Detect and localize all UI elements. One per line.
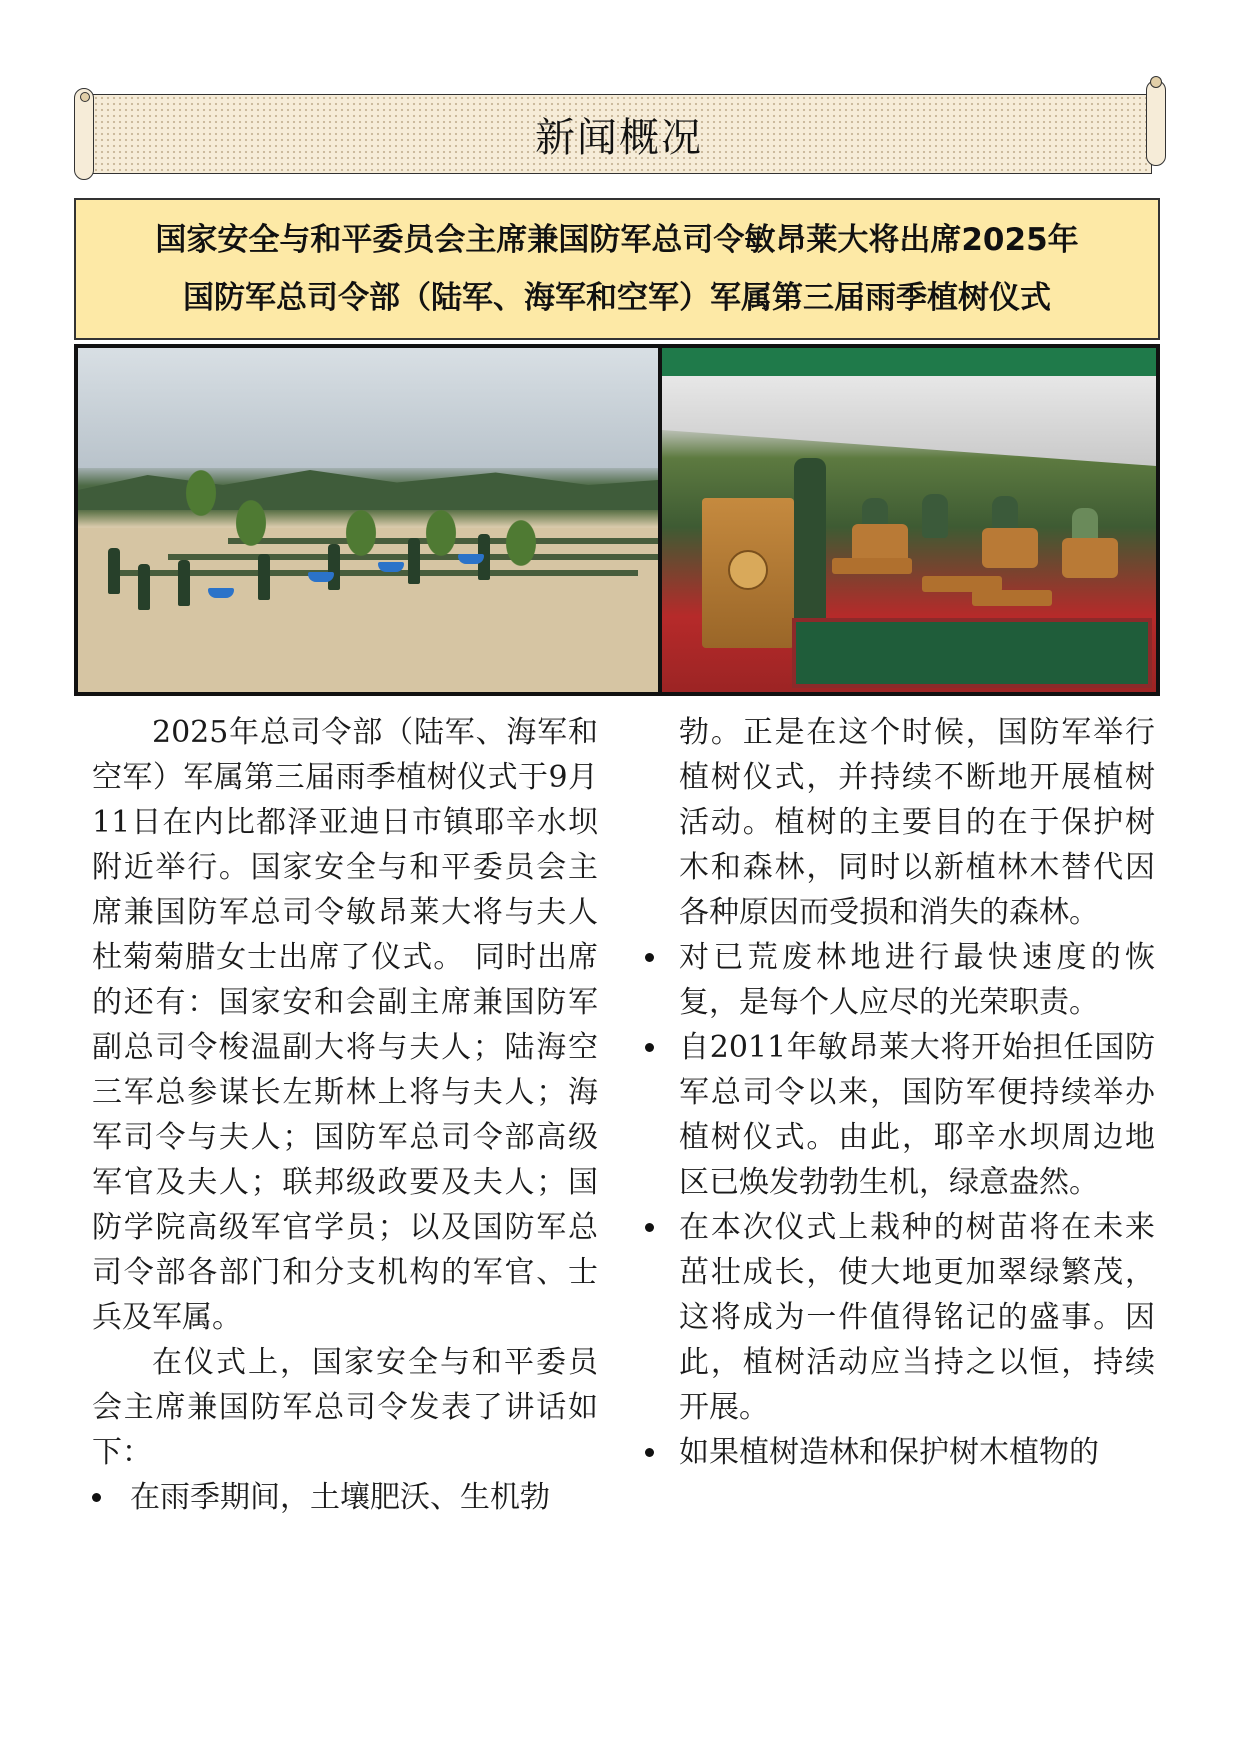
bullet-text: 在雨季期间，土壤肥沃、生机勃: [130, 1480, 550, 1515]
bullet-dot: [645, 953, 654, 962]
carpet: [792, 618, 1152, 688]
bullet-text: 自2011年敏昂莱大将开始担任国防军总司令以来，国防军便持续举办植树仪式。由此，耶辛水坝周边地区已焕发勃勃生机，绿意盎然。: [679, 1030, 1155, 1200]
banner-scroll: [86, 94, 1152, 174]
bullet-item-3: [645, 1025, 1155, 1205]
article-column-right: [645, 710, 1155, 1475]
headline-line-2: 国防军总司令部（陆军、海军和空军）军属第三届雨季植树仪式: [183, 280, 1051, 316]
article-paragraph-2: 在仪式上，国家安全与和平委员会主席兼国防军总司令发表了讲话如下：: [92, 1345, 598, 1470]
bullet-item-2: [645, 935, 1155, 1025]
bullet-item-1: [92, 1475, 598, 1520]
scroll-curl-right: [1146, 80, 1166, 166]
bullet-dot: [92, 1493, 101, 1502]
scroll-knob-left: [80, 92, 90, 102]
section-banner: [72, 88, 1168, 178]
bullet-dot: [645, 1223, 654, 1232]
article-column-left: [92, 710, 598, 1520]
bullet-text: 在本次仪式上栽种的树苗将在未来茁壮成长，使大地更加翠绿繁茂，这将成为一件值得铭记的盛事。因此，植树活动应当持之以恒，持续开展。: [679, 1210, 1155, 1425]
headline-box: [74, 198, 1160, 340]
bullet-dot: [645, 1043, 654, 1052]
bullet-item-5: [645, 1430, 1155, 1475]
photo-strip: [74, 344, 1160, 696]
bullet-item-1-continued: 勃。正是在这个时候，国防军举行植树仪式，并持续不断地开展植树活动。植树的主要目的在于保护树木和森林，同时以新植林木替代因各种原因而受损和消失的森林。: [679, 715, 1155, 930]
bullet-text: 如果植树造林和保护树木植物的: [679, 1435, 1099, 1470]
article-paragraph-1: 2025年总司令部（陆军、海军和空军）军属第三届雨季植树仪式于9月11日在内比都泽亚迪日市镇耶辛水坝附近举行。国家安全与和平委员会主席兼国防军总司令敏昂莱大将与夫人杜菊菊腊女士出席了仪式。 同时出席的还有：国家安和会副主席兼国防军副总司令梭温副大将与夫人；陆海空三军总参谋长左斯林上将与夫人；海军司令与夫人；国防军总司令部高级军官及夫人；联邦级政要及夫人；国防学院高级军官学员；以及国防军总司令部各部门和分支机构的军官、士兵及军属。: [92, 715, 598, 1335]
bullet-dot: [645, 1448, 654, 1457]
scroll-knob-right: [1150, 76, 1162, 88]
ceremony-speech-photo: [662, 348, 1156, 692]
bullet-item-4: [645, 1205, 1155, 1430]
tree-planting-field-photo: [78, 348, 658, 692]
section-title: 新闻概况: [535, 114, 703, 161]
podium: [702, 498, 794, 648]
bullet-text: 对已荒废林地进行最快速度的恢复，是每个人应尽的光荣职责。: [679, 940, 1155, 1020]
headline-line-1: 国家安全与和平委员会主席兼国防军总司令敏昂莱大将出席2025年: [155, 222, 1079, 258]
